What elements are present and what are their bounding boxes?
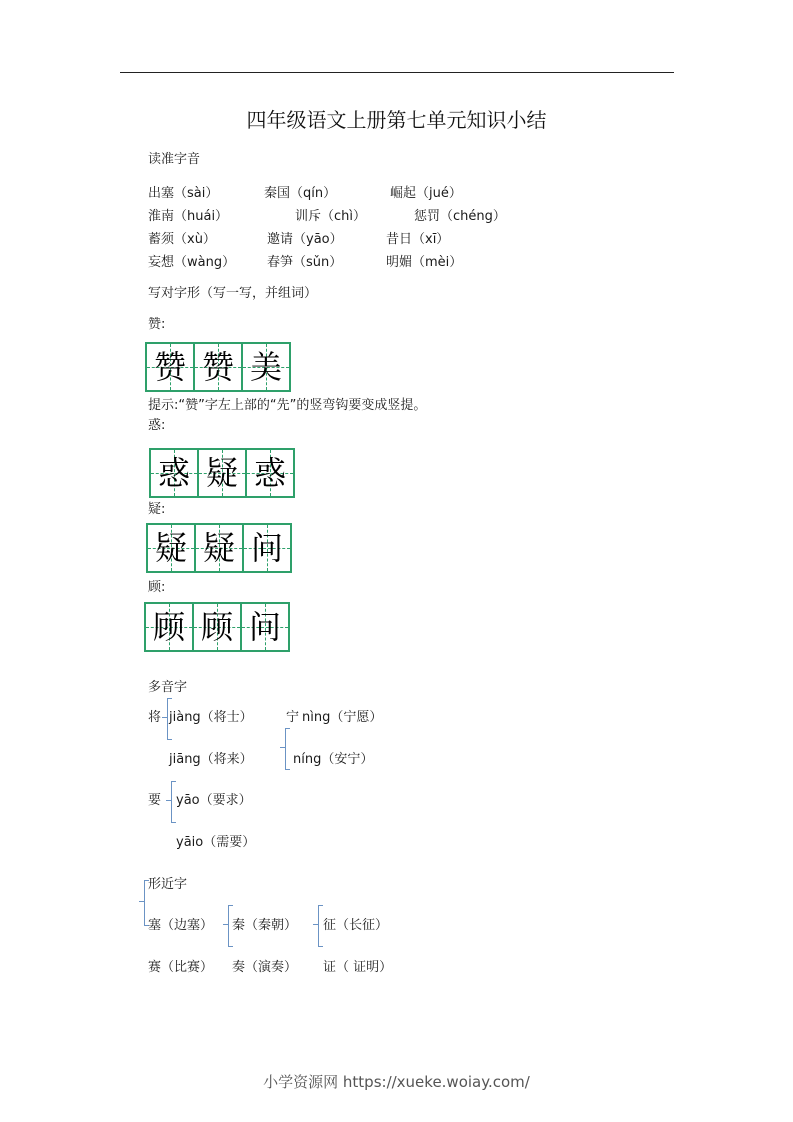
- brace-tick: [223, 924, 228, 925]
- tianzige-grid: [146, 523, 290, 573]
- grid-char: 顾: [200, 608, 233, 646]
- polyphone-reading: jiāng（将来）: [169, 752, 253, 767]
- pinyin-item: 春笋（sǔn）: [267, 255, 343, 270]
- polyphone-char: 要: [148, 793, 162, 808]
- polyphone-reading: yāo（要求）: [176, 793, 252, 808]
- pinyin-item: 明媚（mèi）: [386, 255, 463, 270]
- grid-cell: [144, 602, 194, 652]
- brace-tick: [139, 901, 144, 902]
- grid-char: 赞: [201, 348, 234, 386]
- grid-char: 问: [248, 608, 281, 646]
- section-heading-writing: 写对字形（写一写，并组词）: [148, 286, 318, 301]
- brace-tick: [162, 717, 167, 718]
- similar-char-item: 奏（演奏）: [232, 960, 298, 975]
- grid-char: 疑: [154, 529, 187, 567]
- polyphone-reading: yāio（需要）: [176, 835, 256, 850]
- pinyin-item: 惩罚（chéng）: [414, 209, 506, 224]
- header-rule: [120, 72, 674, 73]
- pinyin-item: 昔日（xī）: [386, 232, 450, 247]
- grid-cell: [240, 602, 290, 652]
- polyphone-reading: nìng（宁愿）: [302, 710, 383, 725]
- page-title: 四年级语文上册第七单元知识小结: [246, 108, 547, 132]
- grid-cell: [245, 448, 295, 498]
- similar-char-item: 塞（边塞）: [148, 918, 214, 933]
- brace-tick: [280, 747, 285, 748]
- grid-cell: [194, 523, 244, 573]
- grid-char: 问: [250, 529, 283, 567]
- char-label: 赞:: [148, 317, 166, 332]
- char-label: 惑:: [148, 418, 166, 433]
- grid-cell: [145, 342, 195, 392]
- tianzige-grid: [149, 448, 293, 498]
- grid-cell: [193, 342, 243, 392]
- char-label: 疑:: [148, 502, 166, 517]
- pinyin-item: 出塞（sài）: [148, 186, 219, 201]
- polyphone-reading: níng（安宁）: [293, 752, 374, 767]
- grid-char: 惑: [157, 454, 190, 492]
- grid-char: 惑: [253, 454, 286, 492]
- char-label: 顾:: [148, 580, 166, 595]
- grid-cell: [241, 342, 291, 392]
- grid-char: 顾: [152, 608, 185, 646]
- similar-char-item: 秦（秦朝）: [232, 918, 298, 933]
- grid-cell: [146, 523, 196, 573]
- grid-char: 赞: [153, 348, 186, 386]
- pinyin-item: 崛起（jué）: [390, 186, 462, 201]
- pinyin-item: 训斥（chì）: [295, 209, 366, 224]
- pinyin-item: 妄想（wàng）: [148, 255, 236, 270]
- pinyin-item: 淮南（huái）: [148, 209, 229, 224]
- brace-tick: [166, 800, 171, 801]
- grid-cell: [192, 602, 242, 652]
- grid-char: 美: [249, 348, 282, 386]
- tianzige-grid: [144, 602, 288, 652]
- footer-watermark: 小学资源网 https://xueke.woiay.com/: [263, 1073, 530, 1091]
- similar-char-item: 赛（比赛）: [148, 960, 214, 975]
- grid-char: 疑: [205, 454, 238, 492]
- similar-char-item: 证（ 证明）: [323, 960, 393, 975]
- grid-cell: [197, 448, 247, 498]
- polyphone-reading: jiàng（将士）: [169, 710, 253, 725]
- section-heading-polyphone: 多音字: [148, 680, 188, 695]
- section-heading-similar: 形近字: [148, 877, 188, 892]
- pinyin-item: 蓄须（xù）: [148, 232, 216, 247]
- polyphone-char: 宁: [286, 710, 300, 725]
- grid-char: 疑: [202, 529, 235, 567]
- pinyin-item: 邀请（yāo）: [267, 232, 343, 247]
- pinyin-item: 秦国（qín）: [264, 186, 337, 201]
- similar-char-item: 征（长征）: [323, 918, 389, 933]
- tianzige-grid: [145, 342, 289, 392]
- grid-cell: [149, 448, 199, 498]
- writing-tip: 提示:“赞”字左上部的“先”的竖弯钩要变成竖提。: [148, 398, 427, 413]
- brace-tick: [313, 924, 318, 925]
- grid-cell: [242, 523, 292, 573]
- brace-bracket: [285, 728, 290, 770]
- section-heading-reading: 读准字音: [148, 152, 201, 167]
- polyphone-char: 将: [148, 710, 162, 725]
